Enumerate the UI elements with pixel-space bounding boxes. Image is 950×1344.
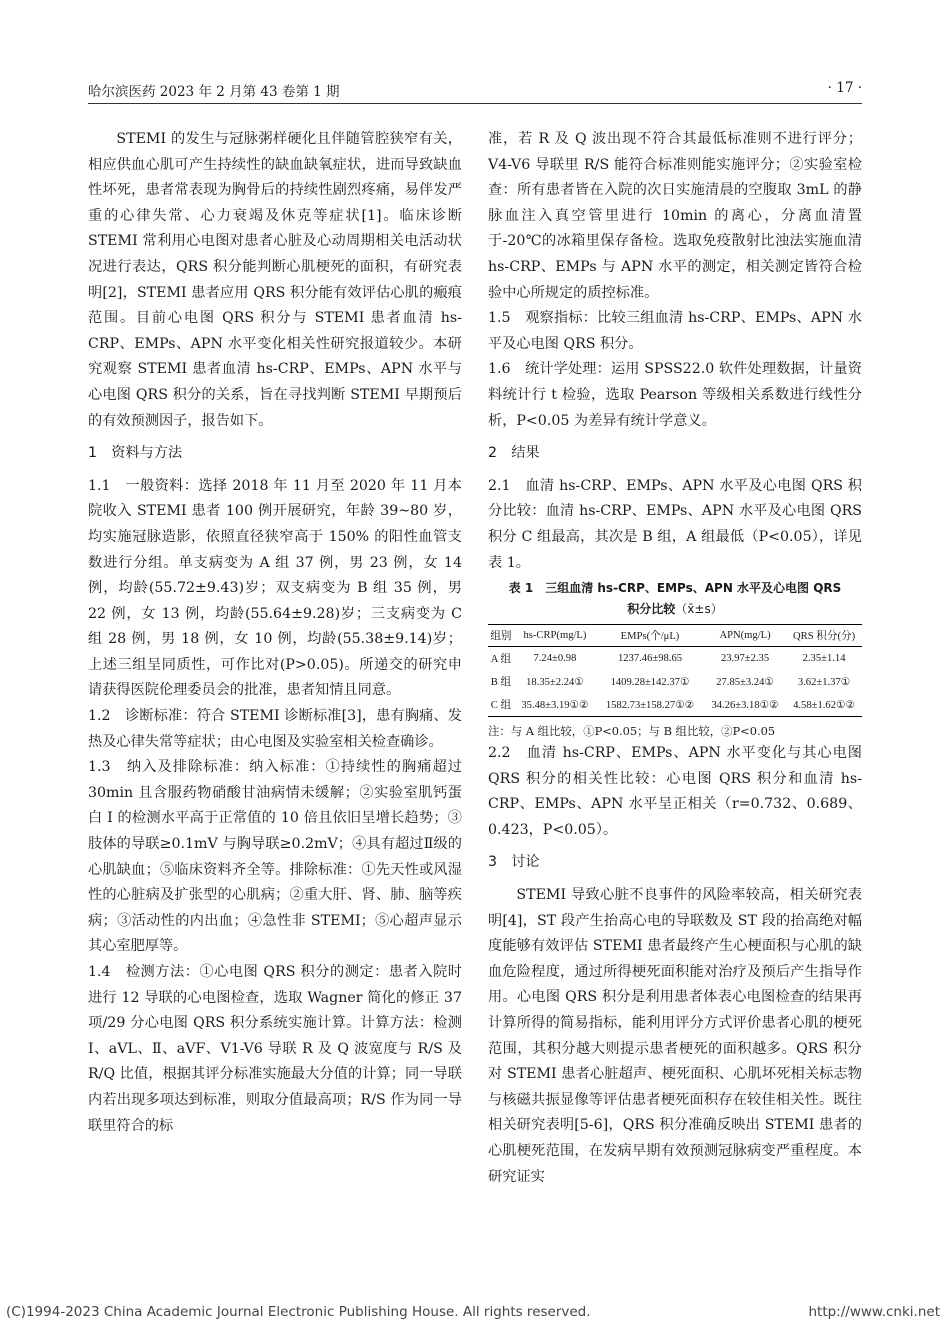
- page-number: · 17 ·: [827, 80, 862, 96]
- table-cell: 27.85±3.24①: [716, 676, 774, 688]
- paragraph-1-2: 1.2 诊断标准：符合 STEMI 诊断标准[3]，患有胸痛、发热及心律失常等症状；由心电图及实验室相关检查确诊。: [88, 708, 462, 750]
- table-cell: 2.35±1.14: [802, 653, 846, 665]
- paragraph-1-4-continued: 准，若 R 及 Q 波出现不符合其最低标准则不进行评分；V4-V6 导联里 R/S 能符合标准则能实施评分；②实验室检查：所有患者皆在入院的次日实施清晨的空腹取 3mL 的静脉血注入真空管里进行 10min 的离心，分离血清置于-20℃的冰箱里保存备检。选取免疫散射比浊法实施血清 hs-CRP、EMPs 与 APN 水平的测定，相关测定皆符合检验中心所规定的质控标准。: [488, 131, 862, 301]
- publisher-url: http://www.cnki.net: [808, 1304, 940, 1320]
- section-heading-discussion: 3 讨论: [488, 854, 540, 871]
- table-header-row: [488, 625, 862, 647]
- table-caption-stat: （x̄±s）: [675, 602, 723, 617]
- journal-title: 哈尔滨医药 2023 年 2 月第 43 卷第 1 期: [88, 84, 340, 100]
- header-rule: [88, 103, 862, 104]
- discussion-paragraph: STEMI 导致心脏不良事件的风险率较高，相关研究表明[4]，ST 段产生抬高心电的导联数及 ST 段的抬高绝对幅度能够有效评估 STEMI 患者最终产生心梗面积与心肌的缺血危险程度，通过所得梗死面积能对治疗及预后产生指导作用。心电图 QRS 积分是利用患者体表心电图检查的结果再计算所得的简易指标，能利用评分方式评价患者心肌的梗死范围，其积分越大则提示患者梗死的面积越多。QRS 积分对 STEMI 患者心脏超声、梗死面积、心肌坏死相关标志物与核磁共振显像等评估患者梗死面积存在较佳相关性。既往相关研究表明[5-6]，QRS 积分准确反映出 STEMI 患者的心肌梗死范围，在发病早期有效预测冠脉病变严重程度。本研究证实: [488, 887, 862, 1185]
- table-caption-line2: 积分比较: [627, 602, 676, 617]
- running-header: [88, 80, 862, 104]
- table-cell: 4.58±1.62①②: [786, 693, 862, 717]
- table-caption-line1: 表 1 三组血清 hs-CRP、EMPs、APN 水平及心电图 QRS: [508, 581, 842, 596]
- table-row: [488, 693, 862, 717]
- table-cell: A 组: [490, 654, 512, 666]
- table-cell: 23.97±2.35: [720, 653, 770, 665]
- right-column: [488, 127, 862, 1190]
- table-caption: [488, 578, 862, 620]
- table-header-cell: hs-CRP(mg/L): [514, 625, 596, 647]
- left-column: [88, 127, 462, 1139]
- table-cell: C 组: [488, 693, 514, 717]
- paragraph-2-1: 2.1 血清 hs-CRP、EMPs、APN 水平及心电图 QRS 积分比较：血清 hs-CRP、EMPs、APN 水平及心电图 QRS 积分 C 组最高，其次是 B 组，A 组最低（P<0.05），详见表 1。: [488, 477, 862, 571]
- paragraph-1-3: 1.3 纳入及排除标准：纳入标准：①持续性的胸痛超过 30min 且含服药物硝酸甘油病情未缓解；②实验室肌钙蛋白 I 的检测水平高于正常值的 10 倍且依旧呈增长趋势；③肢体的导联≥0.1mV 与胸导联≥0.2mV；④具有超过Ⅱ级的心肌缺血；⑤临床资料齐全等。排除标准：①先天性或风湿性的心脏病及扩张型的心肌病；②重大肝、肾、肺、脑等疾病；③活动性的内出血；④急性非 STEMI；⑤心超声显示其心室肥厚等。: [88, 759, 462, 955]
- results-table: [488, 624, 862, 717]
- table-note: 注：与 A 组比较，①P<0.05；与 B 组比较，②P<0.05: [488, 724, 776, 739]
- table-header-cell: QRS 积分(分): [786, 625, 862, 647]
- table-cell: B 组: [490, 677, 512, 689]
- table-cell: 34.26±3.18①②: [704, 693, 786, 717]
- table-cell: 35.48±3.19①②: [514, 693, 596, 717]
- table-row: [488, 670, 862, 693]
- table-cell: 1237.46±98.65: [617, 653, 683, 665]
- table-row: [488, 647, 862, 671]
- table-cell: 1409.28±142.37①: [610, 676, 690, 688]
- copyright-notice: (C)1994-2023 China Academic Journal Electronic Publishing House. All rights reserved.: [6, 1304, 591, 1320]
- paragraph-1-4: 1.4 检测方法：①心电图 QRS 积分的测定：患者入院时进行 12 导联的心电图检查，选取 Wagner 简化的修正 37 项/29 分心电图 QRS 积分系统实施计算。计算方法：检测 Ⅰ、aVL、Ⅱ、aVF、V1-V6 导联 R 及 Q 波宽度与 R/S 及 R/Q 比值，根据其评分标准实施最大分值的计算；同一导联内若出现多项达到标准，则取分值最高项；R/S 作为同一导联里符合的标: [88, 964, 462, 1134]
- paragraph-1-5: 1.5 观察指标：比较三组血清 hs-CRP、EMPs、APN 水平及心电图 QRS 积分。: [488, 310, 862, 352]
- paragraph-2-2: 2.2 血清 hs-CRP、EMPs、APN 水平变化与其心电图 QRS 积分的相关性比较：心电图 QRS 积分和血清 hs-CRP、EMPs、APN 水平呈正相关（r=0.732、0.689、0.423，P<0.05）。: [488, 745, 862, 838]
- intro-paragraph: STEMI 的发生与冠脉粥样硬化且伴随管腔狭窄有关，相应供血心肌可产生持续性的缺血缺氧症状，进而导致缺血性坏死，患者常表现为胸骨后的持续性剧烈疼痛，易伴发严重的心律失常、心力衰竭及休克等症状[1]。临床诊断 STEMI 常利用心电图对患者心脏及心动周期相关电活动状况进行表达，QRS 积分能判断心肌梗死的面积，有研究表明[2]，STEMI 患者应用 QRS 积分能有效评估心肌的瘢痕范围。目前心电图 QRS 积分与 STEMI 患者血清 hs-CRP、EMPs、APN 水平变化相关性研究报道较少。本研究观察 STEMI 患者血清 hs-CRP、EMPs、APN 水平与心电图 QRS 积分的关系，旨在寻找判断 STEMI 早期预后的有效预测因子，报告如下。: [88, 131, 462, 429]
- paragraph-1-1: 1.1 一般资料：选择 2018 年 11 月至 2020 年 11 月本院收入 STEMI 患者 100 例开展研究，年龄 39~80 岁，均实施冠脉造影，依照直径狭窄高于 150% 的阳性血管支数进行分组。单支病变为 A 组 37 例，男 23 例，女 14 例，均龄(55.72±9.43)岁；双支病变为 B 组 35 例，男 22 例，女 13 例，均龄(55.64±9.28)岁；三支病变为 C 组 28 例，男 18 例，女 10 例，均龄(55.38±9.14)岁；上述三组呈同质性，可作比对(P>0.05)。所递交的研究申请获得医院伦理委员会的批准，患者知情且同意。: [88, 477, 462, 699]
- paragraph-1-6: 1.6 统计学处理：运用 SPSS22.0 软件处理数据，计量资料统计行 t 检验，选取 Pearson 等级相关系数进行线性分析，P<0.05 为差异有统计学意义。: [488, 361, 862, 429]
- table-cell: 3.62±1.37①: [797, 676, 851, 688]
- section-heading-methods: 1 资料与方法: [88, 445, 183, 462]
- section-heading-results: 2 结果: [488, 445, 540, 462]
- table-cell: 18.35±2.24①: [526, 676, 584, 688]
- table-cell: 7.24±0.98: [533, 653, 577, 665]
- table-header-cell: 组别: [488, 625, 514, 647]
- table-header-cell: APN(mg/L): [704, 625, 786, 647]
- table-header-cell: EMPs(个/μL): [596, 625, 704, 647]
- table-cell: 1582.73±158.27①②: [596, 693, 704, 717]
